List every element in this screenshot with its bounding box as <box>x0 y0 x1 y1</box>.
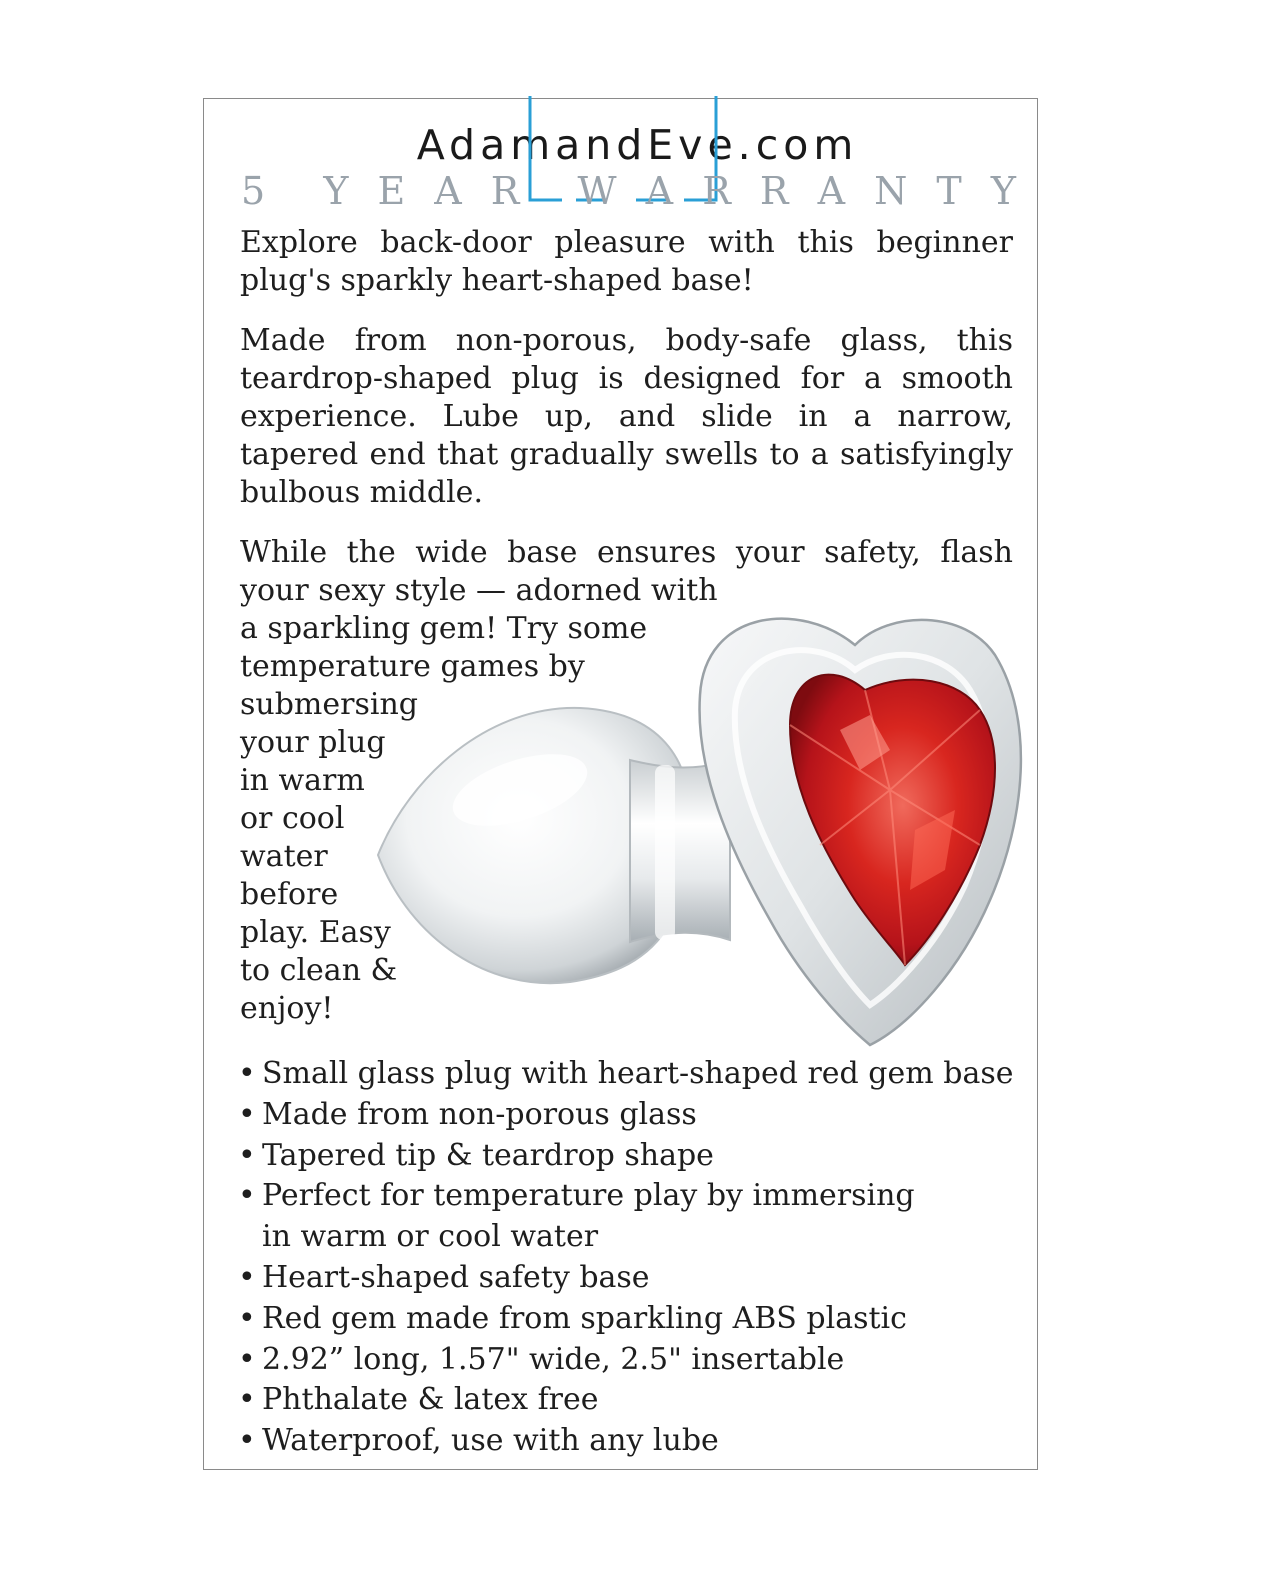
intro-line: plug's sparkly heart-shaped base! <box>240 263 754 298</box>
style-line: a sparkling gem! Try some <box>240 611 648 646</box>
warranty-letter: W <box>577 169 617 213</box>
list-item: in warm or cool water <box>262 1219 599 1255</box>
list-item: • 2.92” long, 1.57" wide, 2.5" insertable <box>238 1340 1038 1381</box>
list-item: • Waterproof, use with any lube <box>238 1421 1038 1462</box>
details-line: tapered end that gradually swells to a satisfyingly <box>240 437 1013 472</box>
warranty-letter: A <box>434 169 462 213</box>
warranty-letter: 5 <box>241 169 266 213</box>
intro-line: Explore back-door pleasure with this beginner <box>240 225 1013 260</box>
style-line: enjoy! <box>240 991 334 1026</box>
details-line: bulbous middle. <box>240 475 483 510</box>
warranty-letter: R <box>702 169 731 213</box>
style-line: your plug <box>240 725 386 760</box>
glass-heart-plug-image <box>370 600 1030 1060</box>
feature-list <box>238 1054 1038 1462</box>
warranty-letter: A <box>817 169 846 213</box>
warranty-heading <box>241 168 1016 214</box>
details-line: teardrop-shaped plug is designed for a smooth <box>240 361 1013 396</box>
warranty-letter: R <box>759 169 789 213</box>
style-line: submersing <box>240 687 418 722</box>
warranty-letter: N <box>874 169 908 213</box>
details-line: experience. Lube up, and slide in a narrow, <box>240 399 1013 434</box>
intro-paragraph <box>240 224 1013 300</box>
list-item: • Small glass plug with heart-shaped red gem base <box>238 1054 1038 1095</box>
warranty-letter: R <box>490 169 520 213</box>
list-item: • Perfect for temperature play by immersing <box>238 1176 1038 1217</box>
warranty-letter: E <box>377 169 406 213</box>
details-line: Made from non-porous, body-safe glass, this <box>240 323 1013 358</box>
details-paragraph <box>240 322 1013 512</box>
list-item: • Heart-shaped safety base <box>238 1258 1038 1299</box>
warranty-letter: A <box>645 169 674 213</box>
style-line: water <box>240 839 328 874</box>
style-line: While the wide base ensures your safety, flash <box>240 535 1013 570</box>
list-item: • Tapered tip & teardrop shape <box>238 1136 1038 1177</box>
warranty-letter: Y <box>323 169 349 213</box>
style-line: or cool <box>240 801 345 836</box>
brand-name: AdamandEve.com <box>416 121 859 169</box>
list-item: • Red gem made from sparkling ABS plastic <box>238 1299 1038 1340</box>
style-line: your sexy style — adorned with <box>240 573 718 608</box>
style-line: before <box>240 877 339 912</box>
warranty-letter: Y <box>990 169 1016 213</box>
warranty-letter: T <box>936 169 962 213</box>
list-item: • Made from non-porous glass <box>238 1095 1038 1136</box>
style-line: temperature games by <box>240 649 585 684</box>
list-item: • Phthalate & latex free <box>238 1380 1038 1421</box>
style-line: in warm <box>240 763 365 798</box>
style-line: to clean & <box>240 953 398 988</box>
style-line: play. Easy <box>240 915 391 950</box>
